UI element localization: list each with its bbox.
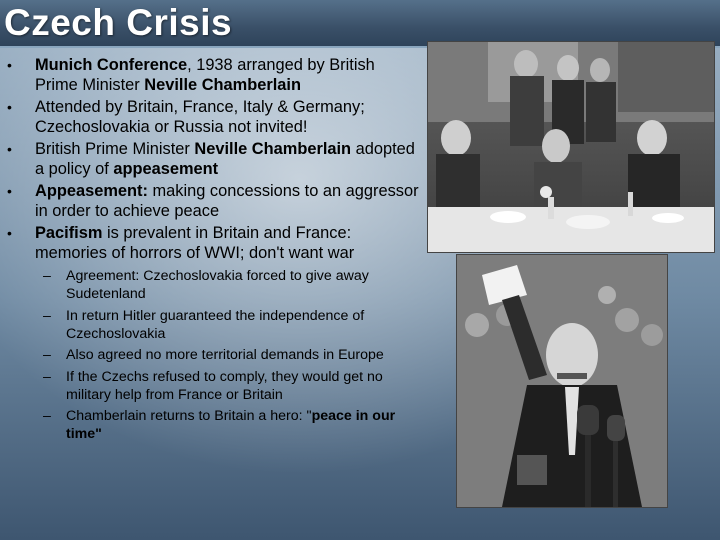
text-segment: , 1938 arranged by British Prime Minister	[35, 56, 375, 94]
sub-bullet-item	[0, 407, 431, 443]
munich-conference-photo	[427, 41, 715, 253]
sub-bullet-item	[0, 368, 431, 404]
text-segment: British Prime Minister	[35, 140, 195, 158]
sub-bullet-list	[0, 267, 440, 443]
bold-text-segment: Neville Chamberlain	[194, 140, 352, 158]
text-segment: Also agreed no more territorial demands in Europe	[66, 347, 384, 364]
bullet-marker: •	[7, 99, 12, 115]
text-segment: Chamberlain returns to Britain a hero: "	[66, 408, 312, 425]
text-segment: In return Hitler guaranteed the independence of Czechoslovakia	[66, 307, 365, 342]
sub-bullet-marker: –	[43, 347, 51, 364]
text-segment: is prevalent in Britain and France: memories of horrors of WWI; don't want war	[35, 224, 355, 262]
sub-bullet-item	[0, 267, 431, 303]
sub-bullet-item	[0, 307, 431, 343]
bullet-item	[0, 224, 420, 263]
text-segment: If the Czechs refused to comply, they would get no military help from France or Britain	[66, 368, 383, 403]
text-segment: Attended by Britain, France, Italy & Germany; Czechoslovakia or Russia not invited!	[35, 98, 365, 136]
bold-text-segment: Pacifism	[35, 224, 103, 242]
bullet-list	[0, 56, 440, 263]
sub-bullet-marker: –	[43, 408, 51, 425]
bullet-item	[0, 98, 420, 137]
slide-content	[0, 56, 440, 447]
bullet-item	[0, 140, 420, 179]
sub-bullet-marker: –	[43, 368, 51, 385]
text-segment: adopted a policy of	[35, 140, 415, 178]
sub-bullet-item	[0, 346, 431, 364]
bullet-marker: •	[7, 183, 12, 199]
bold-text-segment: peace in our time"	[66, 408, 396, 443]
text-segment: making concessions to an aggressor in order to achieve peace	[35, 182, 419, 220]
bullet-item	[0, 56, 420, 95]
bold-text-segment: appeasement	[113, 159, 219, 178]
bold-text-segment: Munich Conference	[35, 56, 188, 74]
bullet-marker: •	[7, 57, 12, 73]
bullet-marker: •	[7, 225, 12, 241]
photo-munich-conference-table-icon	[428, 42, 714, 252]
bold-text-segment: Appeasement:	[35, 182, 148, 200]
bold-text-segment: Neville Chamberlain	[144, 75, 301, 94]
text-segment: Agreement: Czechoslovakia forced to give away Sudetenland	[66, 268, 369, 302]
sub-bullet-marker: –	[43, 268, 51, 284]
photo-chamberlain-waving-paper-icon	[457, 255, 667, 507]
bullet-marker: •	[7, 141, 12, 157]
chamberlain-photo	[456, 254, 668, 508]
bullet-item	[0, 182, 420, 221]
sub-bullet-marker: –	[43, 307, 51, 324]
slide-title: Czech Crisis	[4, 2, 233, 43]
